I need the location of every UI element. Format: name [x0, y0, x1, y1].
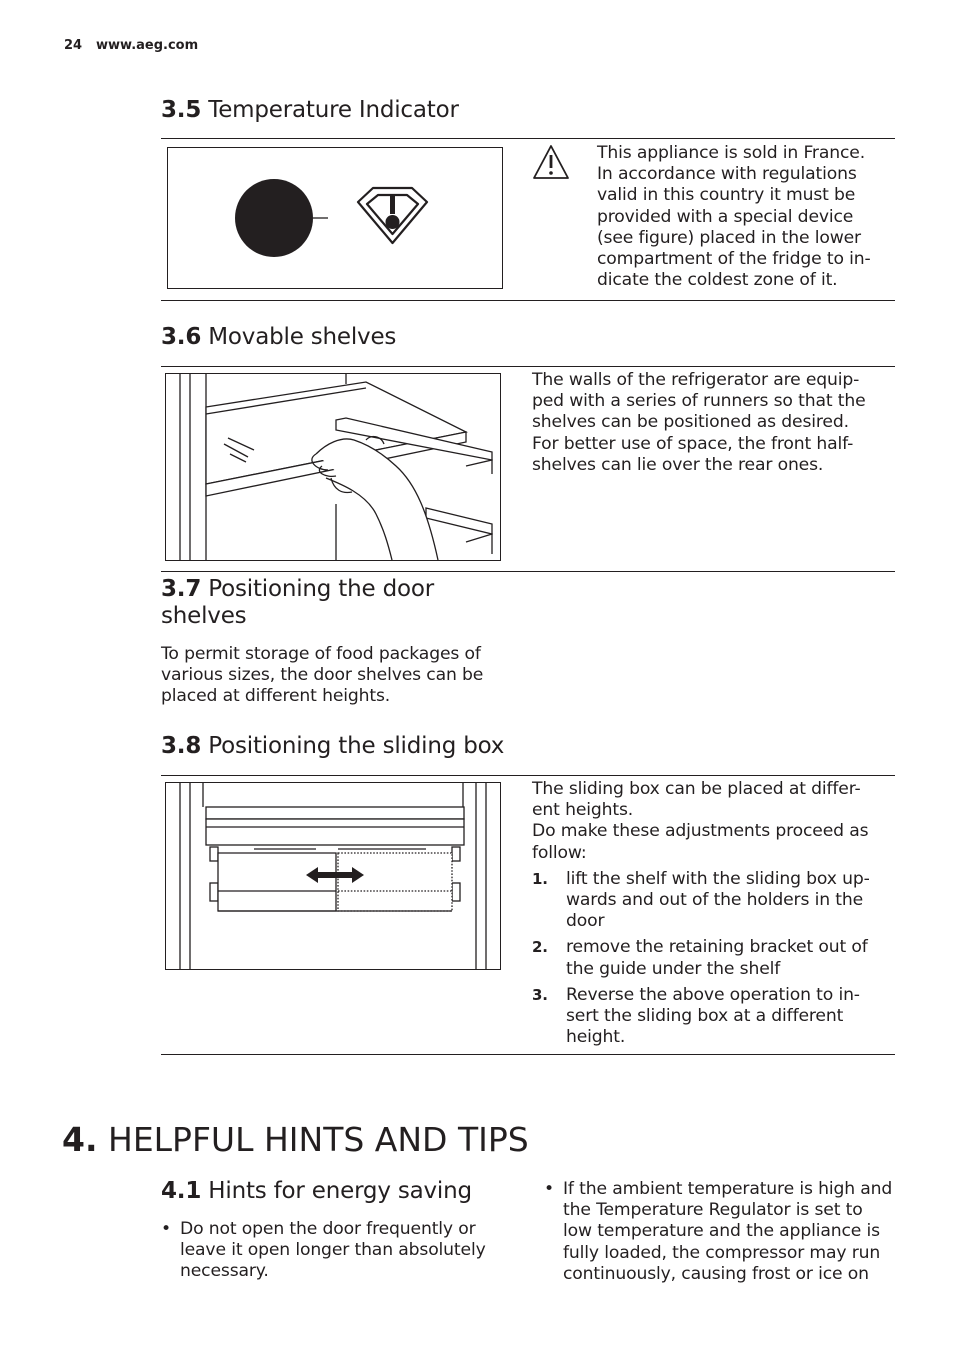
- left-bullet-list: [161, 1219, 501, 1283]
- warning-icon: [532, 144, 570, 184]
- section-title: Movable shelves: [208, 324, 397, 350]
- section-title: Positioning the door: [208, 576, 434, 602]
- text-line: remove the retaining bracket out of: [566, 937, 868, 958]
- indicator-dot-icon: [235, 179, 313, 257]
- text-line: shelves can be positioned as desired.: [532, 412, 849, 433]
- text-line: This appliance is sold in France.: [597, 143, 866, 163]
- divider: [161, 138, 895, 139]
- movable-shelves-figure: [165, 373, 501, 561]
- step-number: 3.: [532, 985, 548, 1004]
- chapter-title: HELPFUL HINTS AND TIPS: [108, 1120, 529, 1159]
- text-line: follow:: [532, 842, 587, 863]
- divider: [161, 300, 895, 301]
- section-3-5-text: [597, 143, 871, 291]
- text-line: wards and out of the holders in the: [566, 890, 864, 911]
- step-number: 1.: [532, 869, 548, 888]
- text-line: low temperature and the appliance is: [563, 1221, 880, 1242]
- text-line: the Temperature Regulator is set to: [563, 1200, 863, 1221]
- text-line: height.: [566, 1027, 626, 1048]
- text-line: valid in this country it must be: [597, 185, 856, 206]
- section-title-continued: shelves: [161, 603, 247, 629]
- text-line: fully loaded, the compressor may run: [563, 1242, 881, 1263]
- text-line: Do make these adjustments proceed as: [532, 821, 869, 842]
- section-title: Temperature Indicator: [208, 97, 459, 123]
- text-line: For better use of space, the front half-: [532, 433, 854, 454]
- divider: [161, 366, 895, 367]
- section-3-6-heading: [161, 324, 396, 351]
- section-3-6-text: [532, 370, 866, 476]
- text-line: The sliding box can be placed at differ-: [532, 779, 861, 799]
- text-line: placed at different heights.: [161, 686, 391, 707]
- section-number: 3.7: [161, 576, 202, 602]
- section-number: 3.5: [161, 97, 202, 123]
- text-line: shelves can lie over the rear ones.: [532, 454, 824, 475]
- section-number: 4.1: [161, 1178, 202, 1204]
- section-3-7-text: [161, 644, 483, 708]
- text-line: necessary.: [180, 1261, 269, 1282]
- steps-list: [532, 869, 882, 1049]
- chapter-number: 4.: [62, 1120, 98, 1159]
- divider: [161, 571, 895, 572]
- bullet-item: [544, 1179, 904, 1285]
- text-line: (see figure) placed in the lower: [597, 227, 861, 248]
- right-bullet-list: [544, 1179, 904, 1285]
- section-title: Hints for energy saving: [208, 1178, 472, 1204]
- section-3-8-heading: [161, 733, 504, 760]
- text-line: If the ambient temperature is high and: [563, 1179, 893, 1199]
- text-line: lift the shelf with the sliding box up-: [566, 868, 870, 889]
- step-item: [532, 985, 882, 1049]
- text-line: To permit storage of food packages of: [161, 644, 481, 664]
- step-item: [532, 869, 882, 933]
- text-line: door: [566, 911, 605, 932]
- text-line: provided with a special device: [597, 206, 854, 227]
- website-link[interactable]: www.aeg.com: [96, 38, 199, 53]
- step-number: 2.: [532, 938, 548, 957]
- bullet-item: [161, 1219, 501, 1283]
- text-line: dicate the coldest zone of it.: [597, 270, 838, 291]
- text-line: In accordance with regulations: [597, 164, 857, 185]
- text-line: the guide under the shelf: [566, 958, 781, 979]
- text-line: leave it open longer than absolutely: [180, 1240, 486, 1261]
- section-3-8-text: [532, 779, 882, 1053]
- text-line: Reverse the above operation to in-: [566, 984, 860, 1005]
- text-line: The walls of the refrigerator are equip-: [532, 370, 860, 390]
- bullet-icon: •: [161, 1219, 171, 1239]
- coldest-zone-symbol-icon: [358, 188, 427, 243]
- text-line: continuously, causing frost or ice on: [563, 1263, 869, 1284]
- text-line: sert the sliding box at a different: [566, 1006, 844, 1027]
- text-line: Do not open the door frequently or: [180, 1219, 476, 1239]
- section-3-7-heading: [161, 576, 434, 630]
- section-number: 3.8: [161, 733, 202, 759]
- divider: [161, 1054, 895, 1055]
- text-line: ped with a series of runners so that the: [532, 391, 866, 412]
- section-3-5-heading: [161, 97, 459, 124]
- section-title: Positioning the sliding box: [208, 733, 505, 759]
- section-4-1-heading: [161, 1178, 472, 1205]
- divider: [161, 775, 895, 776]
- text-line: ent heights.: [532, 800, 634, 821]
- temperature-indicator-figure: [167, 147, 503, 289]
- bullet-icon: •: [544, 1179, 554, 1199]
- text-line: various sizes, the door shelves can be: [161, 665, 484, 686]
- page-number: 24: [64, 38, 83, 53]
- sliding-box-figure: [165, 782, 501, 970]
- step-item: [532, 937, 882, 979]
- chapter-heading: [62, 1120, 529, 1159]
- text-line: compartment of the fridge to in-: [597, 249, 871, 270]
- section-number: 3.6: [161, 324, 202, 350]
